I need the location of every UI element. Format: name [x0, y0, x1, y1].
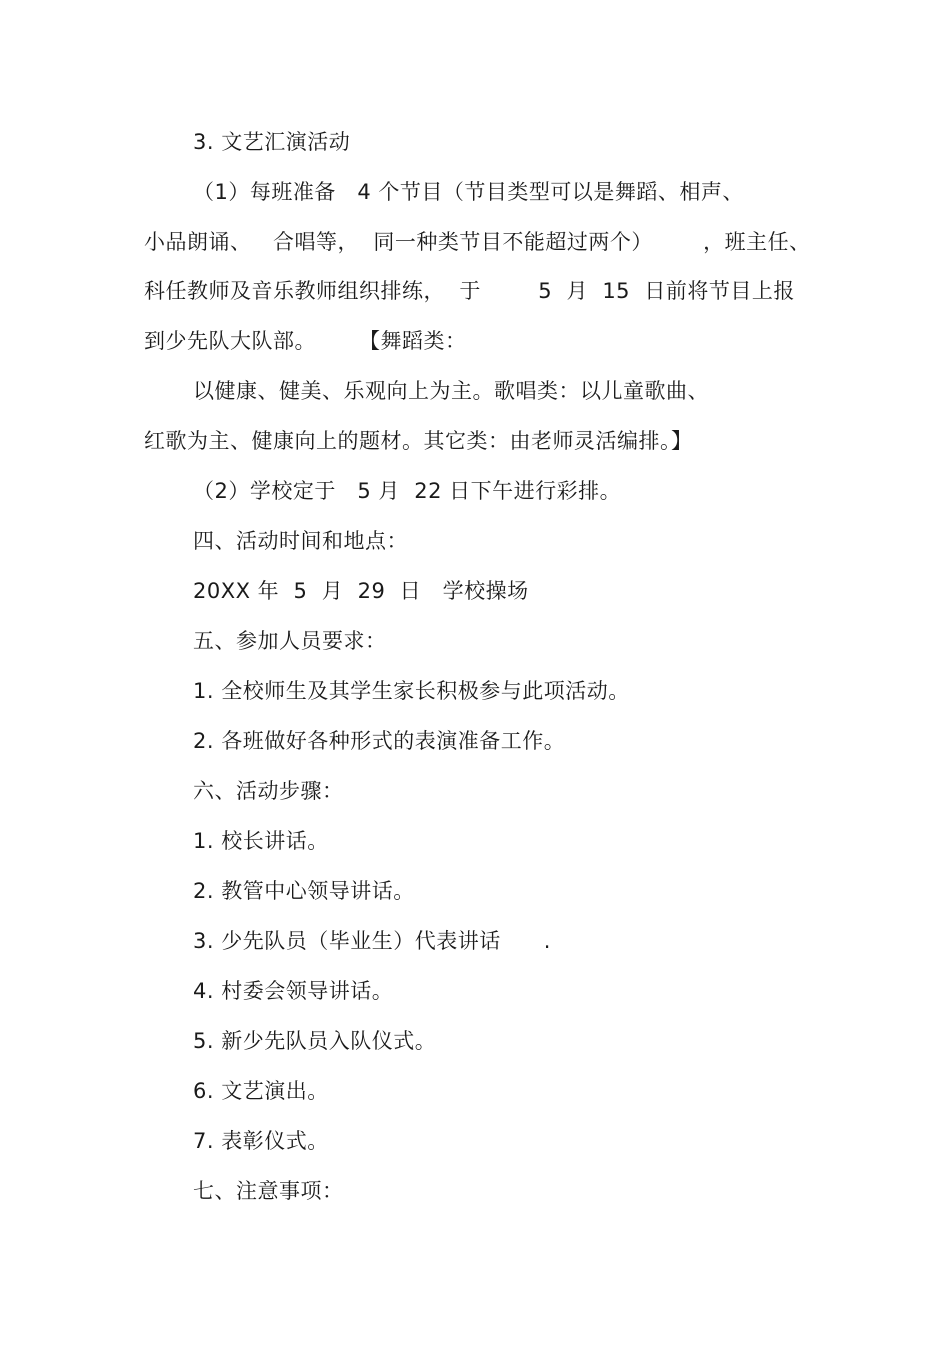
list-item: 5. 新少先队员入队仪式。	[193, 1029, 437, 1053]
section-heading-notes: 七、注意事项：	[193, 1179, 344, 1203]
section-heading-participants: 五、参加人员要求：	[193, 629, 387, 653]
section-heading-performance: 3. 文艺汇演活动	[193, 130, 351, 154]
paragraph-line: 以健康、健美、乐观向上为主。歌唱类：以儿童歌曲、	[193, 379, 709, 403]
paragraph-line: 小品朗诵、 合唱等， 同一种类节目不能超过两个） ，班主任、	[144, 230, 811, 254]
list-item: 7. 表彰仪式。	[193, 1129, 329, 1153]
paragraph-line: （2）学校定于 5 月 22 日下午进行彩排。	[193, 479, 622, 503]
list-item: 1. 校长讲话。	[193, 829, 329, 853]
list-item: 2. 各班做好各种形式的表演准备工作。	[193, 729, 566, 753]
date-location-line: 20XX 年 5 月 29 日 学校操场	[193, 579, 529, 603]
list-item: 4. 村委会领导讲话。	[193, 979, 394, 1003]
section-heading-steps: 六、活动步骤：	[193, 779, 344, 803]
list-item: 1. 全校师生及其学生家长积极参与此项活动。	[193, 679, 630, 703]
list-item: 2. 教管中心领导讲话。	[193, 879, 415, 903]
paragraph-line: 到少先队大队部。 【舞蹈类：	[144, 329, 467, 353]
list-item: 6. 文艺演出。	[193, 1079, 329, 1103]
paragraph-line: 科任教师及音乐教师组织排练， 于 5 月 15 日前将节目上报	[144, 279, 795, 303]
paragraph-line: （1）每班准备 4 个节目（节目类型可以是舞蹈、相声、	[193, 180, 744, 204]
paragraph-line: 红歌为主、健康向上的题材。其它类：由老师灵活编排。】	[144, 429, 693, 453]
list-item: 3. 少先队员（毕业生）代表讲话 .	[193, 929, 551, 953]
section-heading-time-place: 四、活动时间和地点：	[193, 529, 408, 553]
